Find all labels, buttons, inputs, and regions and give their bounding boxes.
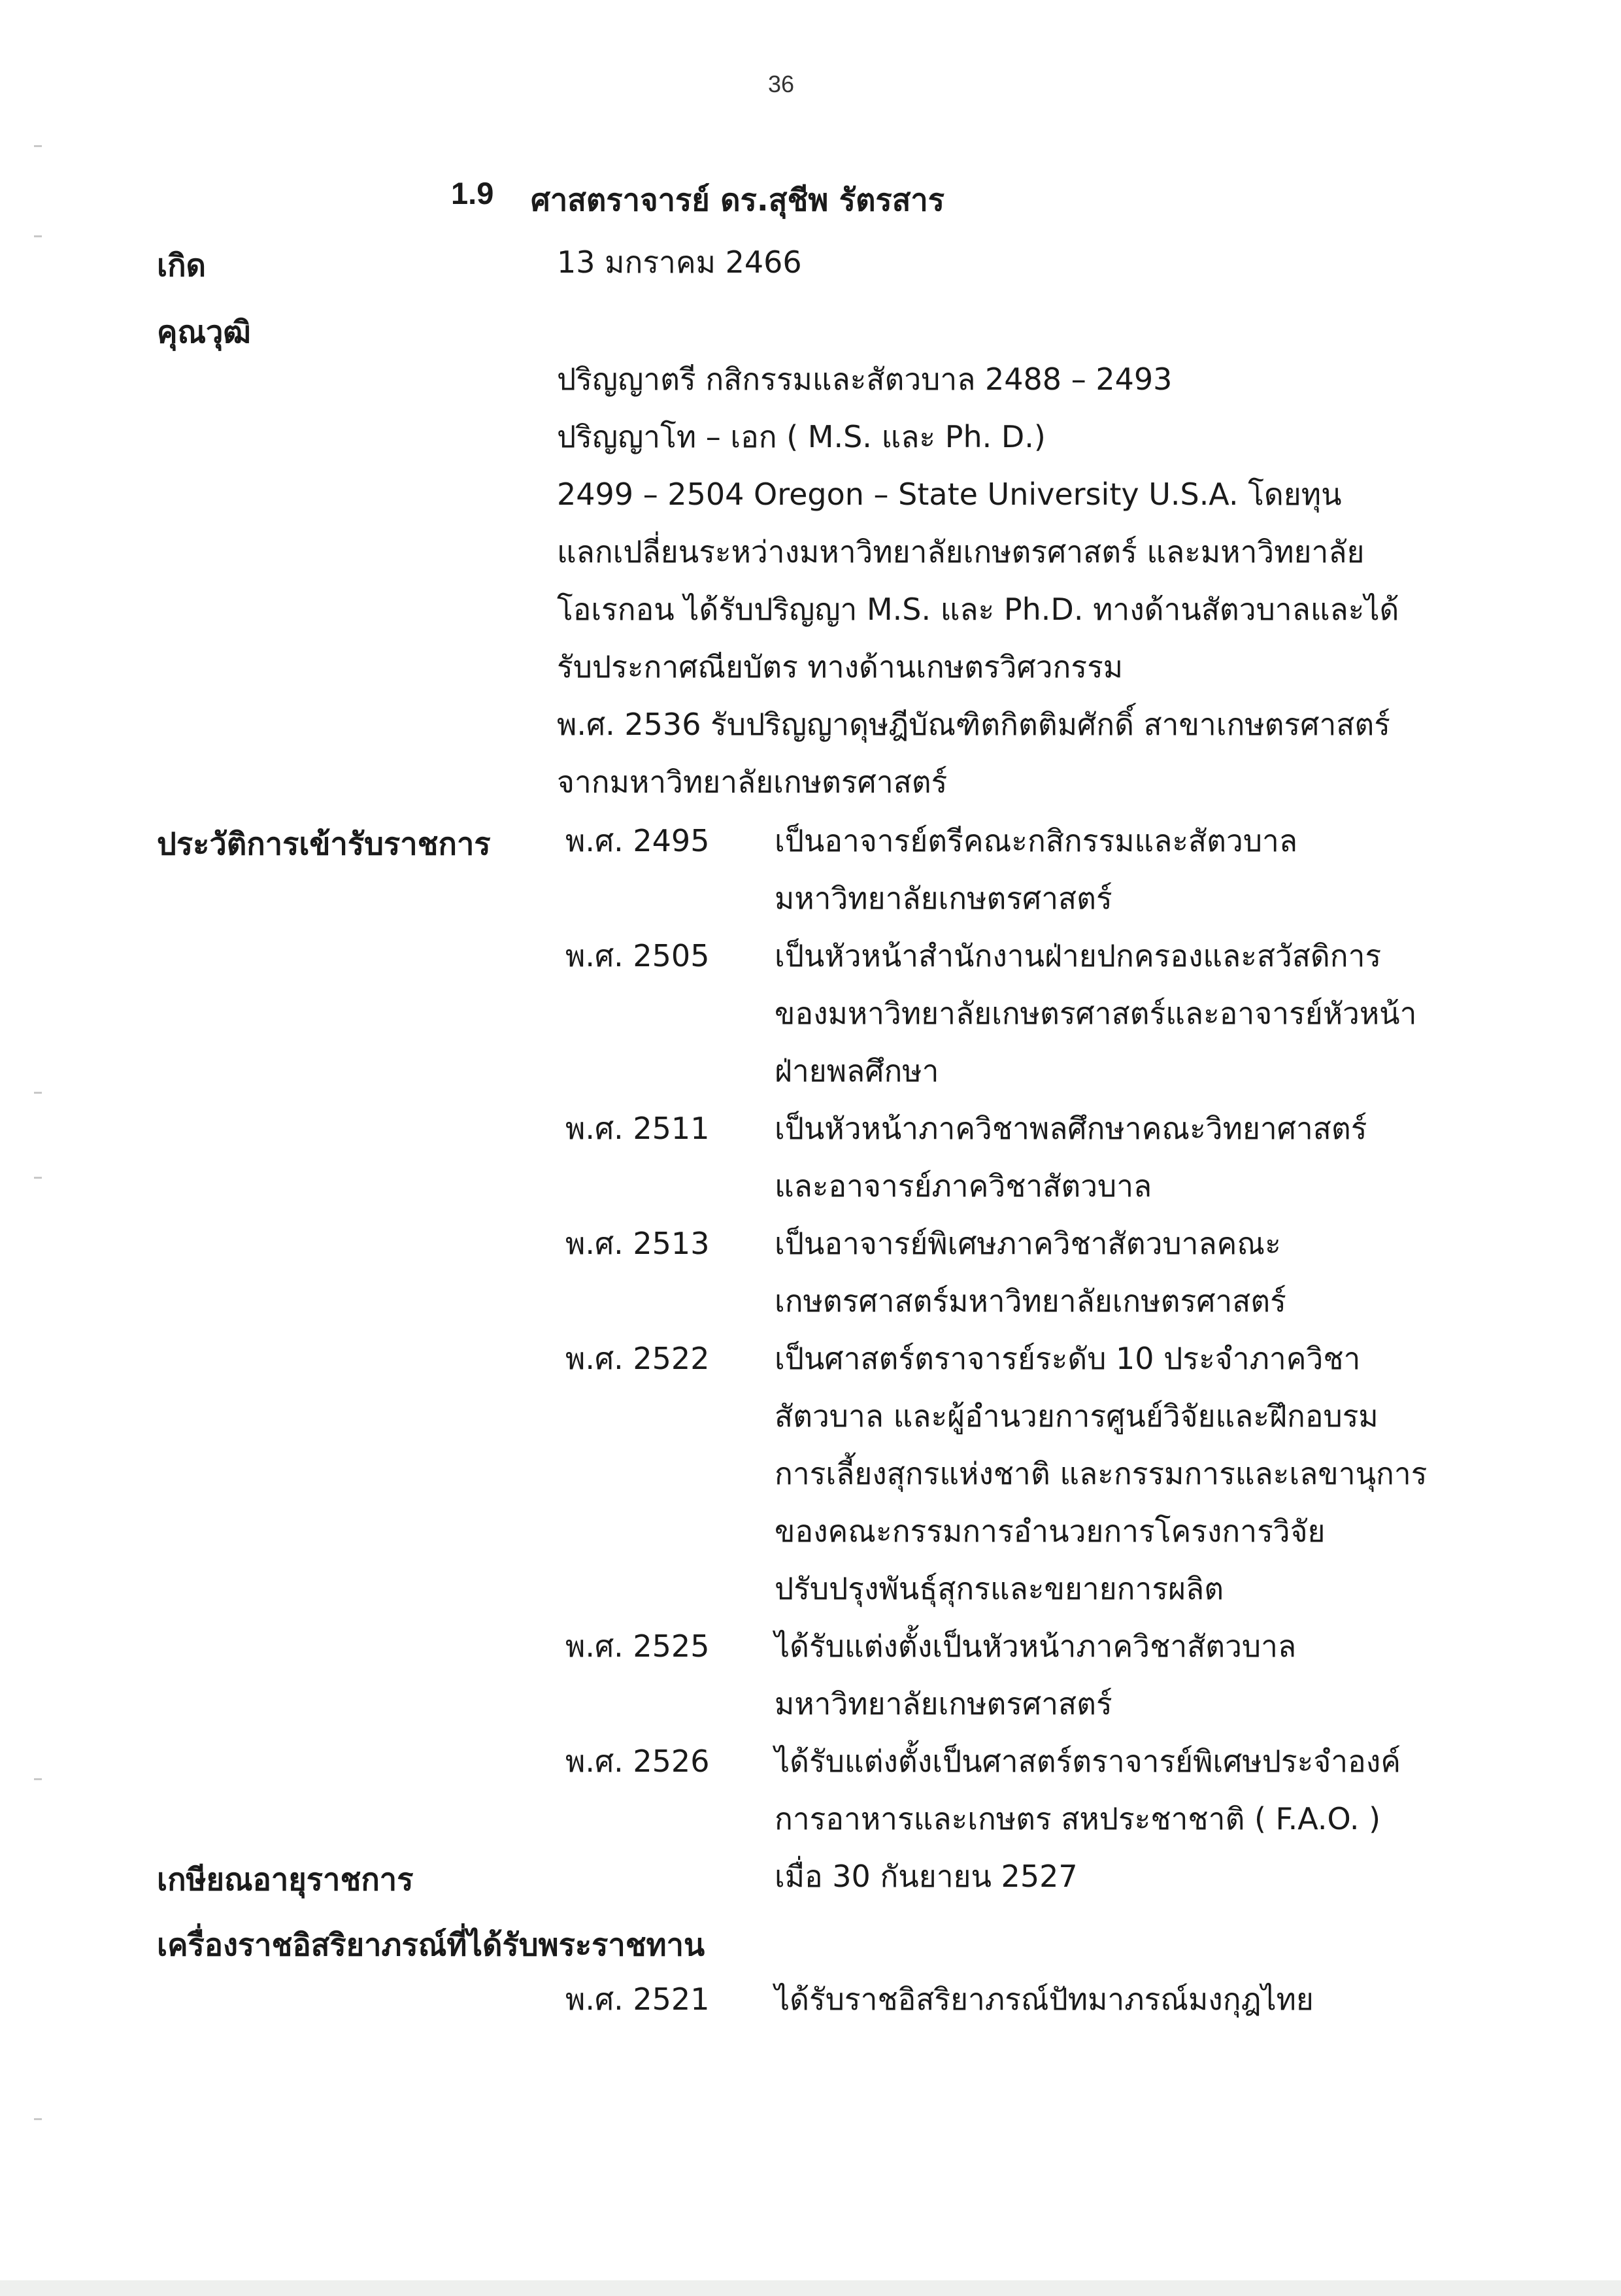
career-line: เกษตรศาสตร์มหาวิทยาลัยเกษตรศาสตร์ — [775, 1283, 1286, 1319]
education-line: 2499 – 2504 Oregon – State University U.S.A. โดยทุน — [557, 477, 1342, 512]
scan-mark — [34, 1778, 42, 1780]
career-year: พ.ศ. 2526 — [565, 1744, 710, 1779]
decorations-label: เครื่องราชอิสริยาภรณ์ที่ได้รับพระราชทาน — [157, 1927, 705, 1963]
career-line: เป็นอาจารย์พิเศษภาควิชาสัตวบาลคณะ — [775, 1226, 1281, 1261]
career-line: และอาจารย์ภาควิชาสัตวบาล — [775, 1168, 1152, 1204]
section-number: 1.9 — [451, 176, 494, 211]
career-line: มหาวิทยาลัยเกษตรศาสตร์ — [775, 1686, 1112, 1721]
section-title: ศาสตราจารย์ ดร.สุชีพ รัตรสาร — [531, 182, 945, 218]
career-line: ได้รับแต่งตั้งเป็นศาสตร์ตราจารย์พิเศษประจำองค์ — [775, 1744, 1401, 1779]
decoration-text: ได้รับราชอิสริยาภรณ์ปัทมาภรณ์มงกุฎไทย — [775, 1982, 1314, 2017]
education-line: ปริญญาตรี กสิกรรมและสัตวบาล 2488 – 2493 — [557, 362, 1173, 397]
scan-mark — [34, 2118, 42, 2120]
career-line: เป็นอาจารย์ตรีคณะกสิกรรมและสัตวบาล — [775, 823, 1298, 858]
career-year: พ.ศ. 2495 — [565, 823, 710, 858]
career-label: ประวัติการเข้ารับราชการ — [157, 826, 491, 862]
education-line: พ.ศ. 2536 รับปริญญาดุษฎีบัณฑิตกิตติมศักดิ์ สาขาเกษตรศาสตร์ — [557, 707, 1390, 742]
career-year: พ.ศ. 2525 — [565, 1629, 710, 1664]
decoration-year: พ.ศ. 2521 — [565, 1982, 710, 2017]
career-line: ของคณะกรรมการอำนวยการโครงการวิจัย — [775, 1513, 1326, 1549]
page-number: 36 — [768, 71, 795, 97]
career-line: เป็นศาสตร์ตราจารย์ระดับ 10 ประจำภาควิชา — [775, 1341, 1361, 1376]
education-line: รับประกาศณียบัตร ทางด้านเกษตรวิศวกรรม — [557, 649, 1124, 684]
career-line: มหาวิทยาลัยเกษตรศาสตร์ — [775, 881, 1112, 916]
retirement-label: เกษียณอายุราชการ — [157, 1862, 414, 1898]
career-year: พ.ศ. 2511 — [565, 1111, 710, 1146]
scan-mark — [34, 1177, 42, 1179]
career-year: พ.ศ. 2522 — [565, 1341, 710, 1376]
education-label: คุณวุฒิ — [157, 314, 251, 350]
career-line: การอาหารและเกษตร สหประชาชาติ ( F.A.O. ) — [775, 1801, 1381, 1836]
career-line: สัตวบาล และผู้อำนวยการศูนย์วิจัยและฝึกอบรม — [775, 1398, 1379, 1434]
scan-edge — [0, 2280, 1621, 2296]
scan-mark — [34, 235, 42, 237]
scan-mark — [34, 145, 42, 147]
career-year: พ.ศ. 2513 — [565, 1226, 710, 1261]
career-line: การเลี้ยงสุกรแห่งชาติ และกรรมการและเลขานุการ — [775, 1456, 1428, 1491]
career-line: ได้รับแต่งตั้งเป็นหัวหน้าภาควิชาสัตวบาล — [775, 1629, 1297, 1664]
career-line: เป็นหัวหน้าสำนักงานฝ่ายปกครองและสวัสดิการ — [775, 938, 1382, 973]
education-line: ปริญญาโท – เอก ( M.S. และ Ph. D.) — [557, 419, 1046, 454]
education-line: โอเรกอน ได้รับปริญญา M.S. และ Ph.D. ทางด้านสัตวบาลและได้ — [557, 592, 1399, 627]
career-line: ปรับปรุงพันธุ์สุกรและขยายการผลิต — [775, 1571, 1224, 1606]
born-label: เกิด — [157, 248, 207, 284]
education-line: แลกเปลี่ยนระหว่างมหาวิทยาลัยเกษตรศาสตร์ และมหาวิทยาลัย — [557, 534, 1365, 569]
retirement-value: เมื่อ 30 กันยายน 2527 — [775, 1859, 1078, 1894]
scan-mark — [34, 1092, 42, 1094]
born-value: 13 มกราคม 2466 — [557, 245, 802, 280]
career-line: เป็นหัวหน้าภาควิชาพลศึกษาคณะวิทยาศาสตร์ — [775, 1111, 1367, 1146]
education-line: จากมหาวิทยาลัยเกษตรศาสตร์ — [557, 764, 948, 800]
career-line: ฝ่ายพลศึกษา — [775, 1053, 939, 1089]
career-year: พ.ศ. 2505 — [565, 938, 710, 973]
career-line: ของมหาวิทยาลัยเกษตรศาสตร์และอาจารย์หัวหน้า — [775, 996, 1417, 1031]
